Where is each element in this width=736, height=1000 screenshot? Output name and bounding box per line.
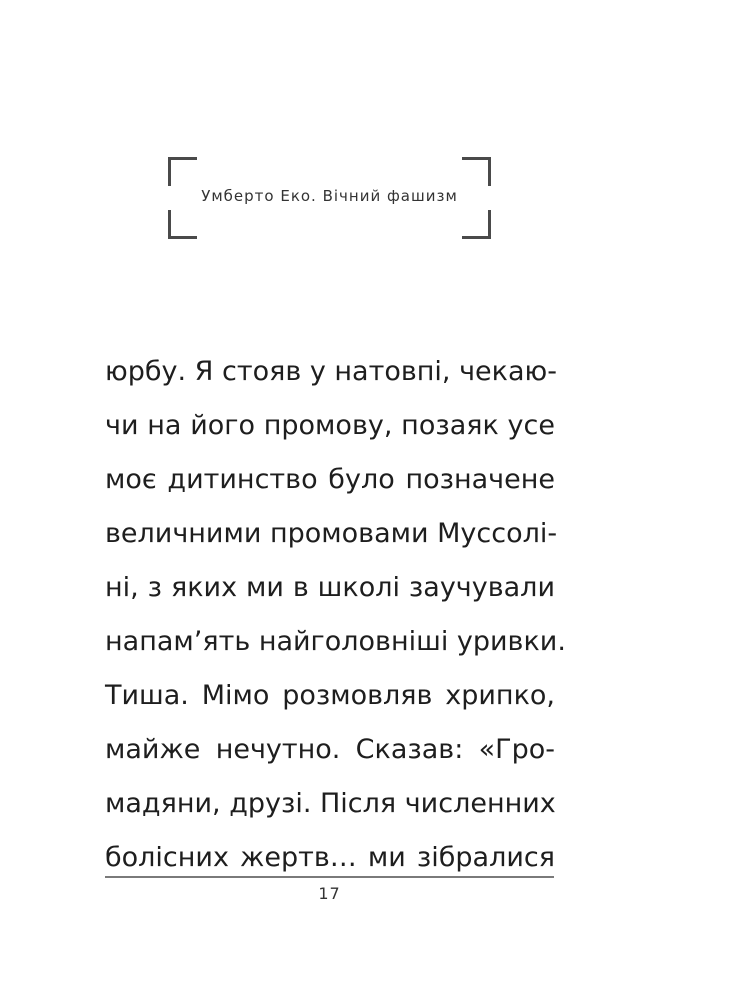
frame-corner-bottom-left bbox=[168, 210, 197, 239]
frame-corner-top-right bbox=[462, 157, 491, 186]
text-line: мадяни, друзі. Після численних bbox=[105, 788, 556, 819]
text-line: Тиша. Мімо розмовляв хрипко, bbox=[105, 680, 555, 711]
frame-corner-bottom-right bbox=[462, 210, 491, 239]
body-text bbox=[105, 345, 566, 885]
running-header bbox=[168, 157, 491, 239]
text-line: величними промовами Муссолі- bbox=[105, 518, 558, 549]
frame-corner-top-left bbox=[168, 157, 197, 186]
text-line: моє дитинство було позначене bbox=[105, 464, 555, 495]
text-line: ні, з яких ми в школі заучували bbox=[105, 572, 555, 603]
page-number: 17 bbox=[318, 884, 341, 903]
running-title: Умберто Еко. Вічний фашизм bbox=[201, 187, 458, 205]
text-line: болісних жертв… ми зібралися bbox=[105, 842, 555, 873]
footer-rule bbox=[105, 876, 554, 878]
text-line: юрбу. Я стояв у натовпі, чекаю- bbox=[105, 356, 557, 387]
text-line: чи на його промову, позаяк усе bbox=[105, 410, 555, 441]
text-line: майже нечутно. Сказав: «Гро- bbox=[105, 734, 555, 765]
text-line: напам’ять найголовніші уривки. bbox=[105, 626, 566, 657]
